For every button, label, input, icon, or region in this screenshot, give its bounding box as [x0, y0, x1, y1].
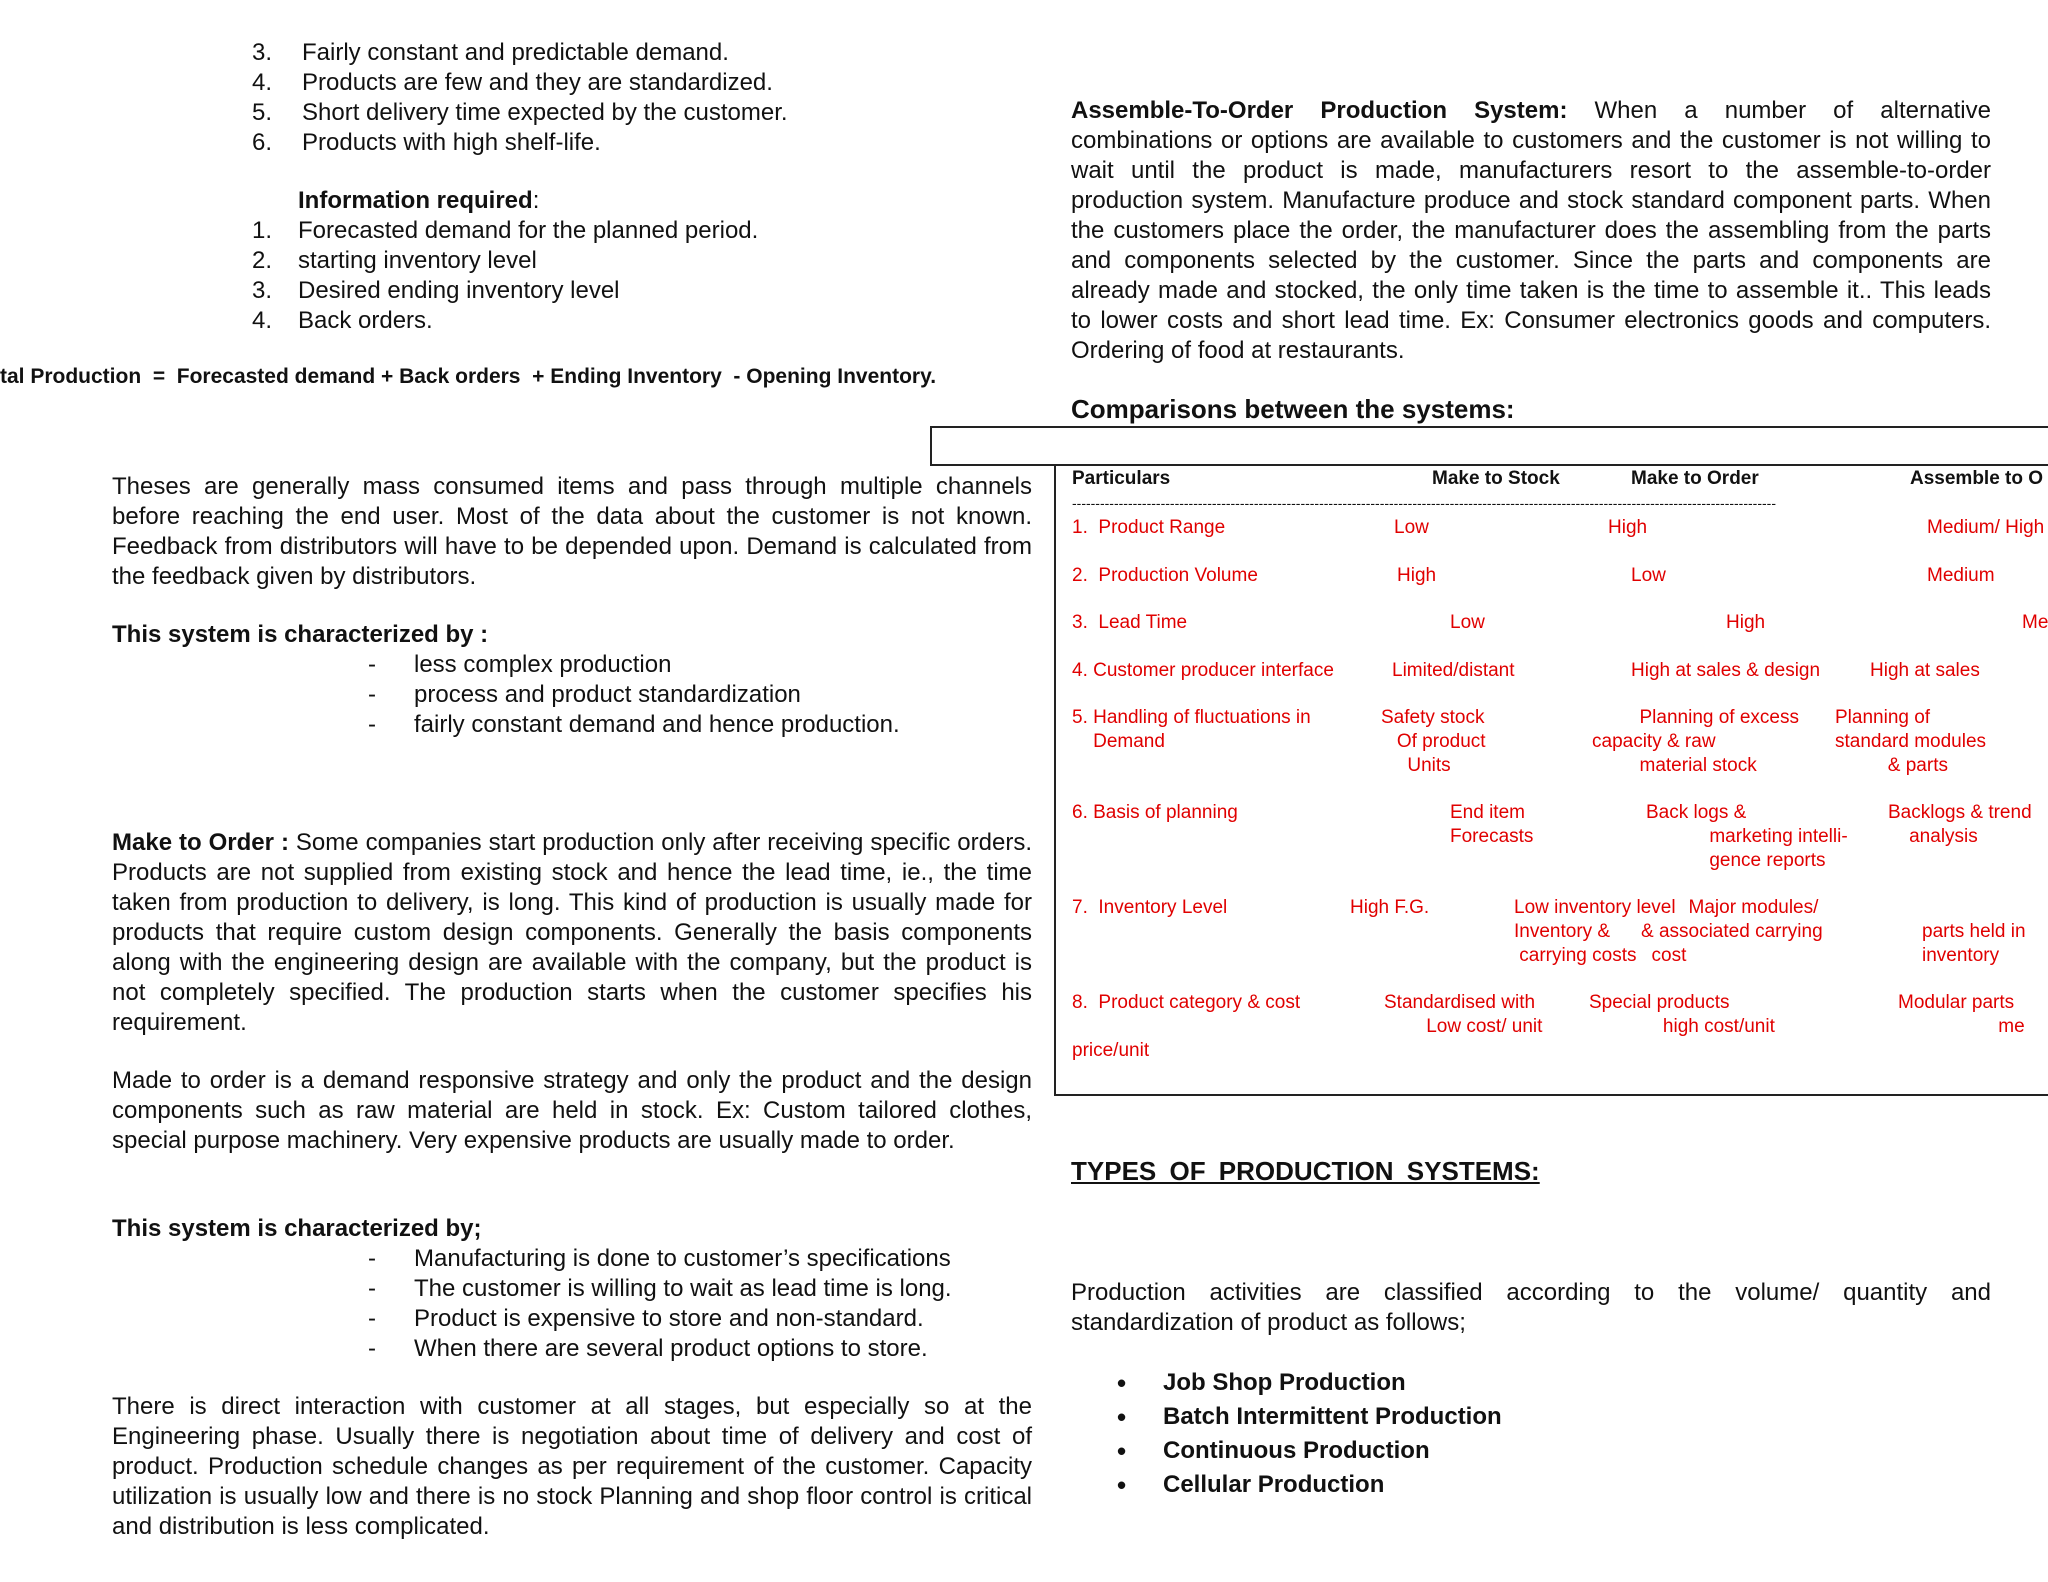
bullet-icon: • — [1117, 1368, 1127, 1398]
list-item: 3. Desired ending inventory level — [252, 277, 620, 304]
list-item: - Manufacturing is done to customer’s specifications — [368, 1245, 951, 1272]
table-header-assemble-to-order: Assemble to O — [1910, 468, 2044, 489]
characterized-list-2 — [368, 1244, 952, 1364]
table-cell-make-to-order: High — [1608, 517, 1648, 538]
table-cell-particular: 2. Production Volume — [1072, 565, 1258, 586]
make-to-order-paragraph-2: Made to order is a demand responsive strategy and only the product and the design components such as raw material are held in stock. Ex: Custom tailored clothes, special purpose machinery. Very expensive products are usually made to order. — [112, 1067, 1032, 1154]
table-cell-make-to-order: Low — [1631, 565, 1666, 586]
list-item: - When there are several product options to store. — [368, 1335, 928, 1362]
table-cell-particular: 6. Basis of planning — [1072, 802, 1238, 823]
table-cell-make-to-order: Low inventory level Inventory & carrying costs — [1514, 897, 1676, 966]
table-cell-assemble-to-order: Backlogs & trend analysis — [1888, 802, 2032, 847]
demand-characteristics-list — [252, 38, 788, 158]
characterized-heading-1: This system is characterized by : — [112, 621, 489, 648]
table-cell-make-to-order-continued: Major modules/ & associated carrying cost — [1641, 897, 1823, 966]
list-item: 4. Back orders. — [252, 307, 433, 334]
comparison-table — [1054, 464, 2048, 1096]
table-header-particulars: Particulars — [1072, 468, 1171, 489]
table-cell-assemble-to-order: High at sales — [1870, 660, 1980, 681]
mass-consumed-paragraph: Theses are generally mass consumed items and pass through multiple channels before reaching the end user. Most of the data about the customer is not known. Feedback from distributors will have to be depended upon. Demand is calculated from the feedback given by distributors. — [112, 473, 1032, 590]
make-to-order-paragraph: Make to Order : Some companies start production only after receiving specific orders. Products are not supplied from existing stock and hence the lead time, ie., the time taken from production to delivery, is long. This kind of production is usually made for products that require custom design components. Generally the basis components along with the engineering design are available with the company, but the product is not completely specified. The production starts when the customer specifies his requirement. — [112, 829, 1033, 1036]
table-cell-make-to-stock: Low — [1394, 517, 1429, 538]
table-cell-particular: 8. Product category & cost — [1072, 992, 1301, 1013]
list-item: 2. starting inventory level — [252, 247, 537, 274]
assemble-to-order-paragraph: Assemble-To-Order Production System: When a number of alternative combinations or options are available to customers and the customer is not willing to wait until the product is made, manufacturers resort to the assemble-to-order production system. Manufacture produce and stock standard component parts. When the customers place the order, the manufacturer does the assembling from the parts and components selected by the customer. Since the parts and components are already made and stocked, the only time taken is the time to assemble it.. This leads to lower costs and short lead time. Ex: Consumer electronics goods and computers. Ordering of food at restaurants. — [1071, 97, 1991, 364]
table-cell-assemble-to-order: Medium/ High — [1927, 517, 2045, 538]
list-item: • Cellular Production — [1117, 1470, 1385, 1500]
table-cell-make-to-stock: Limited/distant — [1392, 660, 1515, 681]
table-cell-make-to-order: High at sales & design — [1631, 660, 1821, 681]
characterized-list-1 — [368, 650, 900, 740]
production-formula: tal Production = Forecasted demand + Back orders + Ending Inventory - Opening Inventory. — [0, 365, 937, 388]
table-cell-particular: 7. Inventory Level — [1072, 897, 1228, 918]
empty-frame — [930, 426, 2048, 466]
classification-paragraph: Production activities are classified according to the volume/ quantity and standardization of product as follows; — [1071, 1279, 1991, 1336]
table-cell-make-to-order: Planning of excess capacity & raw material stock — [1592, 707, 1799, 776]
table-footer-note: price/unit — [1072, 1040, 1150, 1061]
comparisons-title: Comparisons between the systems: — [1071, 394, 1515, 424]
table-cell-particular: 4. Customer producer interface — [1072, 660, 1334, 681]
table-cell-make-to-stock: Safety stock Of product Units — [1381, 707, 1486, 776]
bullet-icon: • — [1117, 1470, 1127, 1500]
list-item: 4. Products are few and they are standardized. — [252, 69, 773, 96]
bullet-icon: • — [1117, 1436, 1127, 1466]
table-cell-make-to-stock: High — [1397, 565, 1437, 586]
list-item: 6. Products with high shelf-life. — [252, 129, 601, 156]
production-types-list — [1117, 1366, 1502, 1502]
table-cell-assemble-to-order: Medium — [1927, 565, 1995, 586]
list-item: • Batch Intermittent Production — [1117, 1402, 1502, 1432]
table-cell-assemble-to-order: Me — [2022, 612, 2048, 633]
customer-interaction-paragraph: There is direct interaction with customer at all stages, but especially so at the Engineering phase. Usually there is negotiation about time of delivery and cost of product. Production schedule changes as per requirement of the customer. Capacity utilization is usually low and there is no stock Planning and shop floor control is critical and distribution is less complicated. — [112, 1393, 1032, 1540]
info-required-heading: Information required: — [298, 187, 540, 214]
table-cell-make-to-stock: High F.G. — [1350, 897, 1430, 918]
table-cell-make-to-stock: End item Forecasts — [1450, 802, 1534, 847]
table-header-separator: ------------------------------------------------------------------------------------------------------------------------------------------------------- — [1072, 495, 1776, 511]
types-heading: TYPES OF PRODUCTION SYSTEMS: — [1071, 1156, 1540, 1186]
list-item: 5. Short delivery time expected by the customer. — [252, 99, 788, 126]
table-cell-particular: 1. Product Range — [1072, 517, 1226, 538]
list-item: - fairly constant demand and hence production. — [368, 711, 900, 738]
table-cell-make-to-order: Back logs & marketing intelli- gence reports — [1646, 802, 1848, 871]
table-cell-make-to-order: High — [1726, 612, 1766, 633]
characterized-heading-2: This system is characterized by; — [112, 1215, 482, 1242]
bullet-icon: • — [1117, 1402, 1127, 1432]
list-item: - Product is expensive to store and non-standard. — [368, 1305, 924, 1332]
table-cell-make-to-stock: Low — [1450, 612, 1485, 633]
table-cell-assemble-to-order: Planning of standard modules & parts — [1835, 707, 1987, 776]
list-item: • Continuous Production — [1117, 1436, 1430, 1466]
table-header-make-to-stock: Make to Stock — [1432, 468, 1560, 489]
list-item: 3. Fairly constant and predictable demand. — [252, 39, 729, 66]
list-item: 1. Forecasted demand for the planned period. — [252, 217, 759, 244]
table-cell-assemble-to-order: parts held in inventory — [1922, 921, 2026, 966]
table-cell-particular: 3. Lead Time — [1072, 612, 1188, 633]
list-item: • Job Shop Production — [1117, 1368, 1406, 1398]
table-header-make-to-order: Make to Order — [1631, 468, 1759, 489]
table-cell-make-to-order: Special products high cost/unit — [1589, 992, 1775, 1037]
table-cell-assemble-to-order: Modular parts me — [1898, 992, 2025, 1037]
list-item: - less complex production — [368, 651, 672, 678]
list-item: - The customer is willing to wait as lead time is long. — [368, 1275, 952, 1302]
table-cell-make-to-stock: Standardised with Low cost/ unit — [1384, 992, 1543, 1037]
table-cell-particular: 5. Handling of fluctuations in Demand — [1072, 707, 1311, 752]
list-item: - process and product standardization — [368, 681, 801, 708]
info-required-list — [252, 216, 758, 336]
